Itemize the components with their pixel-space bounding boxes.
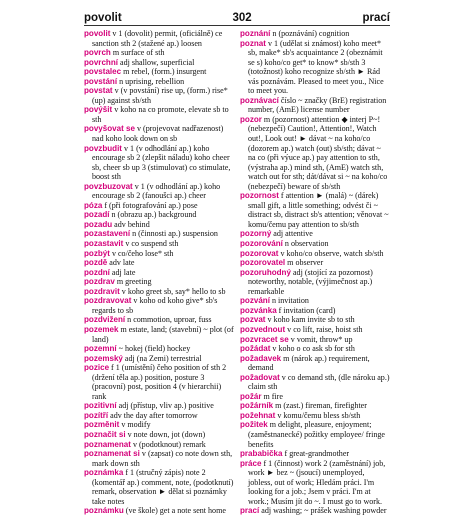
dictionary-entry	[240, 96, 390, 115]
dictionary-entry	[240, 39, 390, 96]
entry-definition: f great-grandmother	[282, 449, 350, 459]
entry-definition: (ve škole) get a note sent home	[123, 506, 226, 516]
entry-headword: poznačit si	[84, 429, 126, 439]
dictionary-entry	[240, 373, 390, 392]
dictionary-entry	[240, 325, 390, 335]
dictionary-entry	[84, 315, 234, 325]
entry-headword: pozdrav	[84, 277, 115, 287]
entry-headword: pozitivní	[84, 401, 117, 411]
entry-definition: v koho na co promote, elevate sb to sth	[92, 105, 229, 124]
entry-definition: v 1 (dovolit) permit, (oficiálně) ce sanction sth 2 (stažené ap.) loosen	[92, 29, 223, 48]
entry-headword: poznat	[240, 38, 266, 48]
entry-definition: v komu/čemu bless sb/sth	[275, 410, 361, 420]
entry-definition: v (podotknout) remark	[130, 439, 206, 449]
entry-definition: m (nárok ap.) requirement, demand	[248, 353, 370, 373]
dictionary-entry	[84, 411, 234, 421]
entry-headword: pozoruhodný	[240, 267, 291, 277]
dictionary-entry	[240, 229, 390, 239]
dictionary-entry	[240, 296, 390, 306]
dictionary-entry	[240, 344, 390, 354]
entry-headword: pozvánka	[240, 305, 277, 315]
entry-definition: adj washing; ~ prášek washing powder	[259, 506, 387, 516]
entry-definition: v koho kam invite sb to sth	[265, 315, 355, 325]
first-headword: povolit	[84, 12, 122, 24]
entry-headword: požitek	[240, 420, 268, 430]
entry-definition: n invitation	[269, 296, 309, 306]
dictionary-entry	[240, 239, 390, 249]
entry-definition: f (při fotografování ap.) pose	[102, 200, 198, 210]
entry-definition: v vomit, throw* up	[288, 334, 353, 344]
entry-definition: m estate, land; (stavební) ~ plot (of land)	[92, 324, 234, 344]
entry-definition: adj (stojící za pozornost) noteworthy, notable, (výjimečnost ap.) remarkable	[248, 267, 373, 296]
dictionary-entry	[84, 29, 234, 48]
entry-headword: povyšovat se	[84, 124, 135, 134]
entry-definition: f 1 (umístění) čeho position of sth 2 (držení těla ap.) position, posture 3 (pracovní) post, position 4 (v hierarchii) rank	[92, 363, 227, 401]
entry-headword: pozměnit	[84, 420, 120, 430]
entry-headword: povrch	[84, 48, 111, 58]
entry-headword: požadavek	[240, 353, 282, 363]
entry-headword: pozdvižení	[84, 315, 126, 325]
entry-definition: f 1 (stručný zápis) note 2 (komentář ap.) comment, note, (podotknutí) remark, observation ► dělat si poznámky take notes	[92, 468, 234, 506]
entry-definition: v modify	[119, 420, 151, 430]
entry-definition: adv the day after tomorrow	[108, 410, 198, 420]
entry-headword: pozítří	[84, 410, 109, 420]
entry-headword: požádat	[240, 344, 271, 354]
dictionary-entry	[84, 325, 234, 344]
dictionary-entry	[84, 249, 234, 259]
entry-headword: povrchní	[84, 57, 118, 67]
dictionary-entry	[84, 144, 234, 182]
page-number: 302	[232, 12, 252, 24]
entry-headword: pozorování	[240, 239, 283, 249]
entry-headword: pozdravovat	[84, 296, 132, 306]
entry-definition: adv behind	[112, 219, 150, 229]
entry-headword: práce	[240, 458, 262, 468]
dictionary-entry	[240, 459, 390, 507]
dictionary-entry	[84, 506, 234, 516]
dictionary-entry	[84, 277, 234, 287]
dictionary-entry	[84, 401, 234, 411]
entry-definition: v koho od koho give* sb's regards to sb	[92, 296, 218, 315]
dictionary-entry	[240, 315, 390, 325]
entry-definition: v 1 (v odhodlání ap.) koho encourage sb 2 (fanoušci ap.) cheer	[92, 181, 221, 201]
entry-headword: prací	[240, 506, 260, 516]
dictionary-entry	[84, 420, 234, 430]
entry-definition: f 1 (činnost) work 2 (zaměstnání) job, work ► bez ~ (jsoucí) unemployed, jobless, out of work; Hledám práci. I'm looking for a job.; Jsem v práci. I'm at work.; Musím jít do ~. I must go to work.	[248, 458, 386, 506]
entry-headword: pozastavit	[84, 239, 124, 249]
entry-definition: f attention ► (malá) ~ (dárek) small gift, a little something; odvést či ~ distract sb, distract sb's attention; věnovat ~ komu/čemu pay attention to sb/sth	[248, 191, 389, 229]
entry-headword: poznámka	[84, 468, 124, 478]
entry-headword: pozice	[84, 363, 110, 373]
entry-headword: pozdní	[84, 267, 110, 277]
entry-definition: m surface of sth	[110, 48, 165, 58]
dictionary-entry	[84, 468, 234, 506]
entry-headword: poznámku	[84, 506, 124, 516]
entry-definition: m (zast.) fireman, firefighter	[273, 401, 367, 411]
dictionary-entry	[240, 306, 390, 316]
dictionary-entry	[84, 201, 234, 211]
dictionary-entry	[240, 335, 390, 345]
entry-definition: m (pozornost) attention ◆ interj P~! (nebezpečí) Caution!, Attention!, Watch out!, Look out! ► dávat ~ na koho/co (dozorem ap.) watch (out) sb/sth; dávat ~ na co (při výuce ap.) pay attention to sth, (výstraha ap.) mind sth, (AmE) watch sth, watch out for sth; dát/dávat si ~ na koho/co (nebezpečí) beware of sb/sth	[248, 114, 388, 191]
dictionary-entry	[84, 67, 234, 77]
dictionary-entry	[84, 258, 234, 268]
dictionary-entry	[84, 268, 234, 278]
entry-columns	[84, 29, 390, 516]
entry-definition: v (projevovat nadřazenost) nad koho look down on sb	[92, 124, 224, 144]
entry-headword: povzbuzovat	[84, 181, 133, 191]
entry-headword: povstalec	[84, 67, 122, 77]
entry-headword: pozvednout	[240, 324, 286, 334]
entry-definition: adj shallow, superficial	[117, 57, 195, 67]
entry-definition: m delight, pleasure, enjoyment; (zaměstnanecké) požitky employee/ fringe benefits	[248, 420, 385, 449]
entry-definition: f invitation (card)	[276, 305, 336, 315]
entry-headword: poznamenat si	[84, 449, 140, 459]
entry-headword: pozastavení	[84, 229, 131, 239]
right-column	[240, 29, 390, 516]
dictionary-entry	[240, 268, 390, 297]
last-headword: prací	[362, 12, 390, 24]
entry-headword: požehnat	[240, 410, 276, 420]
entry-definition: n observation	[282, 239, 329, 249]
dictionary-entry	[84, 430, 234, 440]
dictionary-entry	[240, 411, 390, 421]
page-header	[84, 10, 390, 26]
entry-definition: m fire	[261, 391, 283, 401]
entry-headword: požadovat	[240, 372, 280, 382]
entry-definition: m greeting	[114, 277, 152, 287]
entry-headword: pozorný	[240, 229, 272, 239]
dictionary-entry	[240, 506, 390, 516]
entry-definition: n uprising, rebellion	[117, 76, 185, 86]
entry-definition: n (poznávání) cognition	[270, 29, 350, 38]
entry-definition: v koho/co observe, watch sb/sth	[278, 248, 384, 258]
dictionary-entry	[84, 48, 234, 58]
dictionary-entry	[84, 440, 234, 450]
entry-headword: požárník	[240, 401, 274, 411]
dictionary-entry	[84, 58, 234, 68]
dictionary-entry	[84, 86, 234, 105]
left-column	[84, 29, 234, 516]
entry-definition: n (obrazu ap.) background	[109, 210, 197, 220]
dictionary-entry	[240, 420, 390, 449]
entry-definition: v 1 (v odhodlání ap.) koho encourage sb 2 (zlepšit náladu) koho cheer sb, cheer sb up 3 (stimulovat) co stimulate, boost sth	[92, 143, 231, 182]
entry-definition: adj (přístup, vliv ap.) positive	[116, 401, 214, 411]
dictionary-entry	[240, 354, 390, 373]
entry-headword: pozemský	[84, 353, 123, 363]
dictionary-entry	[84, 239, 234, 249]
entry-definition: adj late	[109, 267, 136, 277]
entry-definition: v 1 (udělat si známost) koho meet* sb, make* sb's acquaintance 2 (obeznámit se s) koho/co get* to know* sb/sth 3 (totožnost) koho recognize sb/sth ► Rád vás poznávám. Pleased to meet you., Nice to meet you.	[248, 38, 384, 96]
entry-definition: m rebel, (form.) insurgent	[121, 67, 207, 77]
entry-definition: v co demand sth, (dle nároku ap.) claim sth	[248, 372, 390, 392]
entry-headword: pozorovat	[240, 248, 279, 258]
entry-headword: povolit	[84, 29, 111, 38]
entry-headword: pozvat	[240, 315, 266, 325]
entry-definition: ~ hokej (field) hockey	[116, 344, 191, 354]
dictionary-page	[84, 10, 390, 516]
dictionary-entry	[84, 77, 234, 87]
entry-headword: pozemek	[84, 324, 119, 334]
entry-definition: v co suspend sth	[123, 239, 179, 249]
dictionary-entry	[240, 191, 390, 229]
dictionary-entry	[240, 449, 390, 459]
entry-headword: pozemní	[84, 344, 117, 354]
entry-headword: pozvání	[240, 296, 270, 306]
entry-definition: v koho greet sb, say* hello to sb	[119, 286, 226, 296]
entry-definition: v (v povstání) rise up, (form.) rise* (up) against sb/sth	[92, 86, 228, 105]
dictionary-entry	[84, 105, 234, 124]
dictionary-entry	[84, 229, 234, 239]
dictionary-entry	[240, 115, 390, 191]
entry-definition: n (činnosti ap.) suspension	[130, 229, 218, 239]
dictionary-entry	[240, 258, 390, 268]
entry-definition: adv late	[107, 258, 135, 268]
dictionary-entry	[84, 449, 234, 468]
dictionary-entry	[84, 354, 234, 364]
entry-headword: poznání	[240, 29, 271, 38]
dictionary-entry	[240, 249, 390, 259]
entry-definition: v co lift, raise, hoist sth	[285, 324, 363, 334]
entry-definition: v co/čeho lose* sth	[109, 248, 174, 258]
dictionary-entry	[84, 210, 234, 220]
entry-headword: pozor	[240, 114, 262, 124]
entry-headword: povýšit	[84, 105, 113, 115]
entry-definition: adj attentive	[271, 229, 313, 239]
entry-headword: poznávací	[240, 95, 279, 105]
entry-headword: pozadu	[84, 219, 113, 229]
entry-definition: v note down, jot (down)	[125, 429, 206, 439]
entry-headword: pozadí	[84, 210, 110, 220]
entry-headword: poznamenat	[84, 439, 131, 449]
entry-definition: m observer	[285, 258, 324, 268]
entry-headword: povstat	[84, 86, 113, 96]
entry-headword: pozornost	[240, 191, 279, 201]
dictionary-entry	[84, 344, 234, 354]
entry-headword: pozdravit	[84, 286, 120, 296]
entry-headword: pozbýt	[84, 248, 110, 258]
dictionary-entry	[84, 220, 234, 230]
entry-definition: v (zapsat) co note down sth, mark down sth	[92, 449, 233, 468]
dictionary-entry	[240, 401, 390, 411]
entry-headword: pozdě	[84, 258, 108, 268]
entry-definition: n commotion, uproar, fuss	[125, 315, 212, 325]
dictionary-entry	[84, 287, 234, 297]
dictionary-entry	[84, 296, 234, 315]
entry-headword: povzbudit	[84, 143, 122, 153]
entry-headword: požár	[240, 391, 262, 401]
entry-definition: adj (na Zemi) terrestrial	[122, 353, 202, 363]
entry-definition: v koho o co ask sb for sth	[270, 344, 355, 354]
dictionary-entry	[84, 363, 234, 401]
entry-headword: póza	[84, 200, 103, 210]
dictionary-entry	[240, 392, 390, 402]
entry-headword: pozorovatel	[240, 258, 286, 268]
dictionary-entry	[84, 124, 234, 143]
dictionary-entry	[84, 182, 234, 201]
entry-headword: prababička	[240, 449, 283, 459]
entry-headword: pozvracet se	[240, 334, 289, 344]
dictionary-entry	[240, 29, 390, 39]
entry-definition: číslo ~ značky (BrE) registration number, (AmE) license number	[248, 95, 387, 115]
entry-headword: povstání	[84, 76, 118, 86]
